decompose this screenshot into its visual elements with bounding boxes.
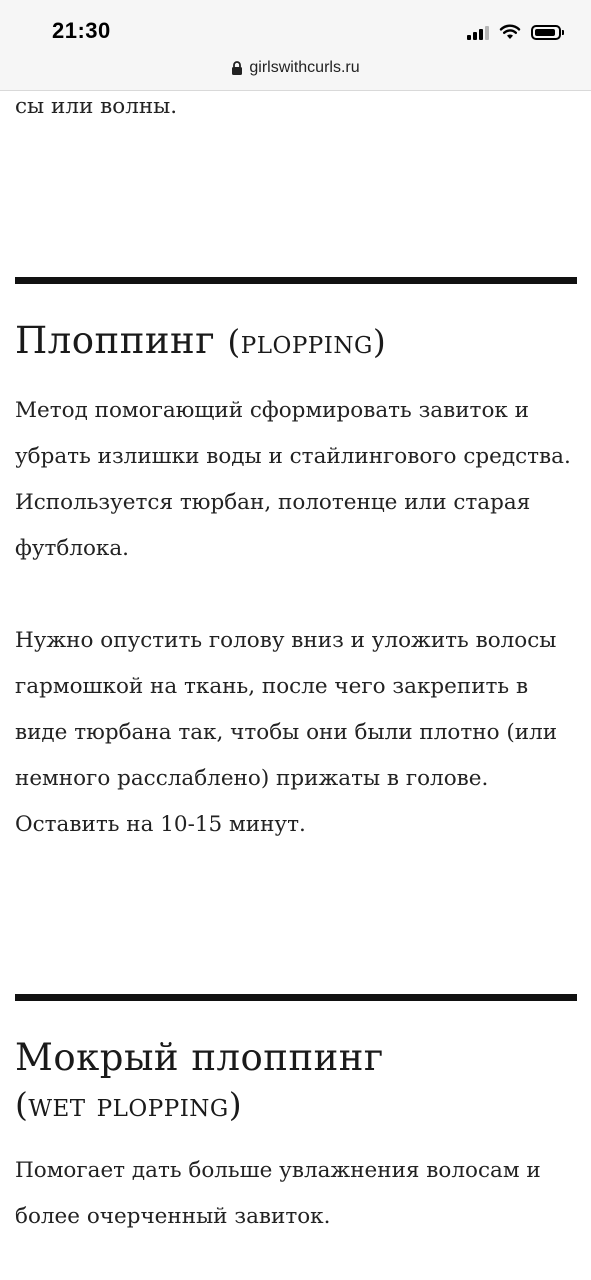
address-bar[interactable]: [0, 56, 591, 80]
wifi-icon: [499, 24, 521, 40]
previous-paragraph-tail: сы или волны.: [15, 94, 178, 119]
section-divider: [15, 277, 577, 284]
section-title-plopping: Плоппинг (plopping): [15, 319, 387, 362]
url-domain: girlswithcurls.ru: [249, 59, 360, 76]
section-paragraph: Помогает дать больше увлажнения волосам и более очерченный завиток.: [15, 1158, 541, 1229]
section-paragraph: Метод помогающий сформировать завиток и убрать излишки воды и стайлингового средства. Используется тюрбан, полотенце или старая футблока.: [15, 398, 571, 561]
section-title-wet-plopping: Мокрый плоппинг (wet plopping): [15, 1036, 384, 1124]
browser-chrome: [0, 0, 591, 91]
status-icons: [467, 22, 561, 42]
battery-icon: [531, 25, 561, 40]
section-paragraph: Нужно опустить голову вниз и уложить волосы гармошкой на ткань, после чего закрепить в виде тюрбана так, чтобы они были плотно (или немного расслаблено) прижаты в голове. Оставить на 10-15 минут.: [15, 628, 558, 837]
cellular-signal-icon: [467, 24, 489, 40]
status-time: 21:30: [52, 18, 111, 43]
lock-icon: [231, 61, 243, 75]
section-divider: [15, 994, 577, 1001]
